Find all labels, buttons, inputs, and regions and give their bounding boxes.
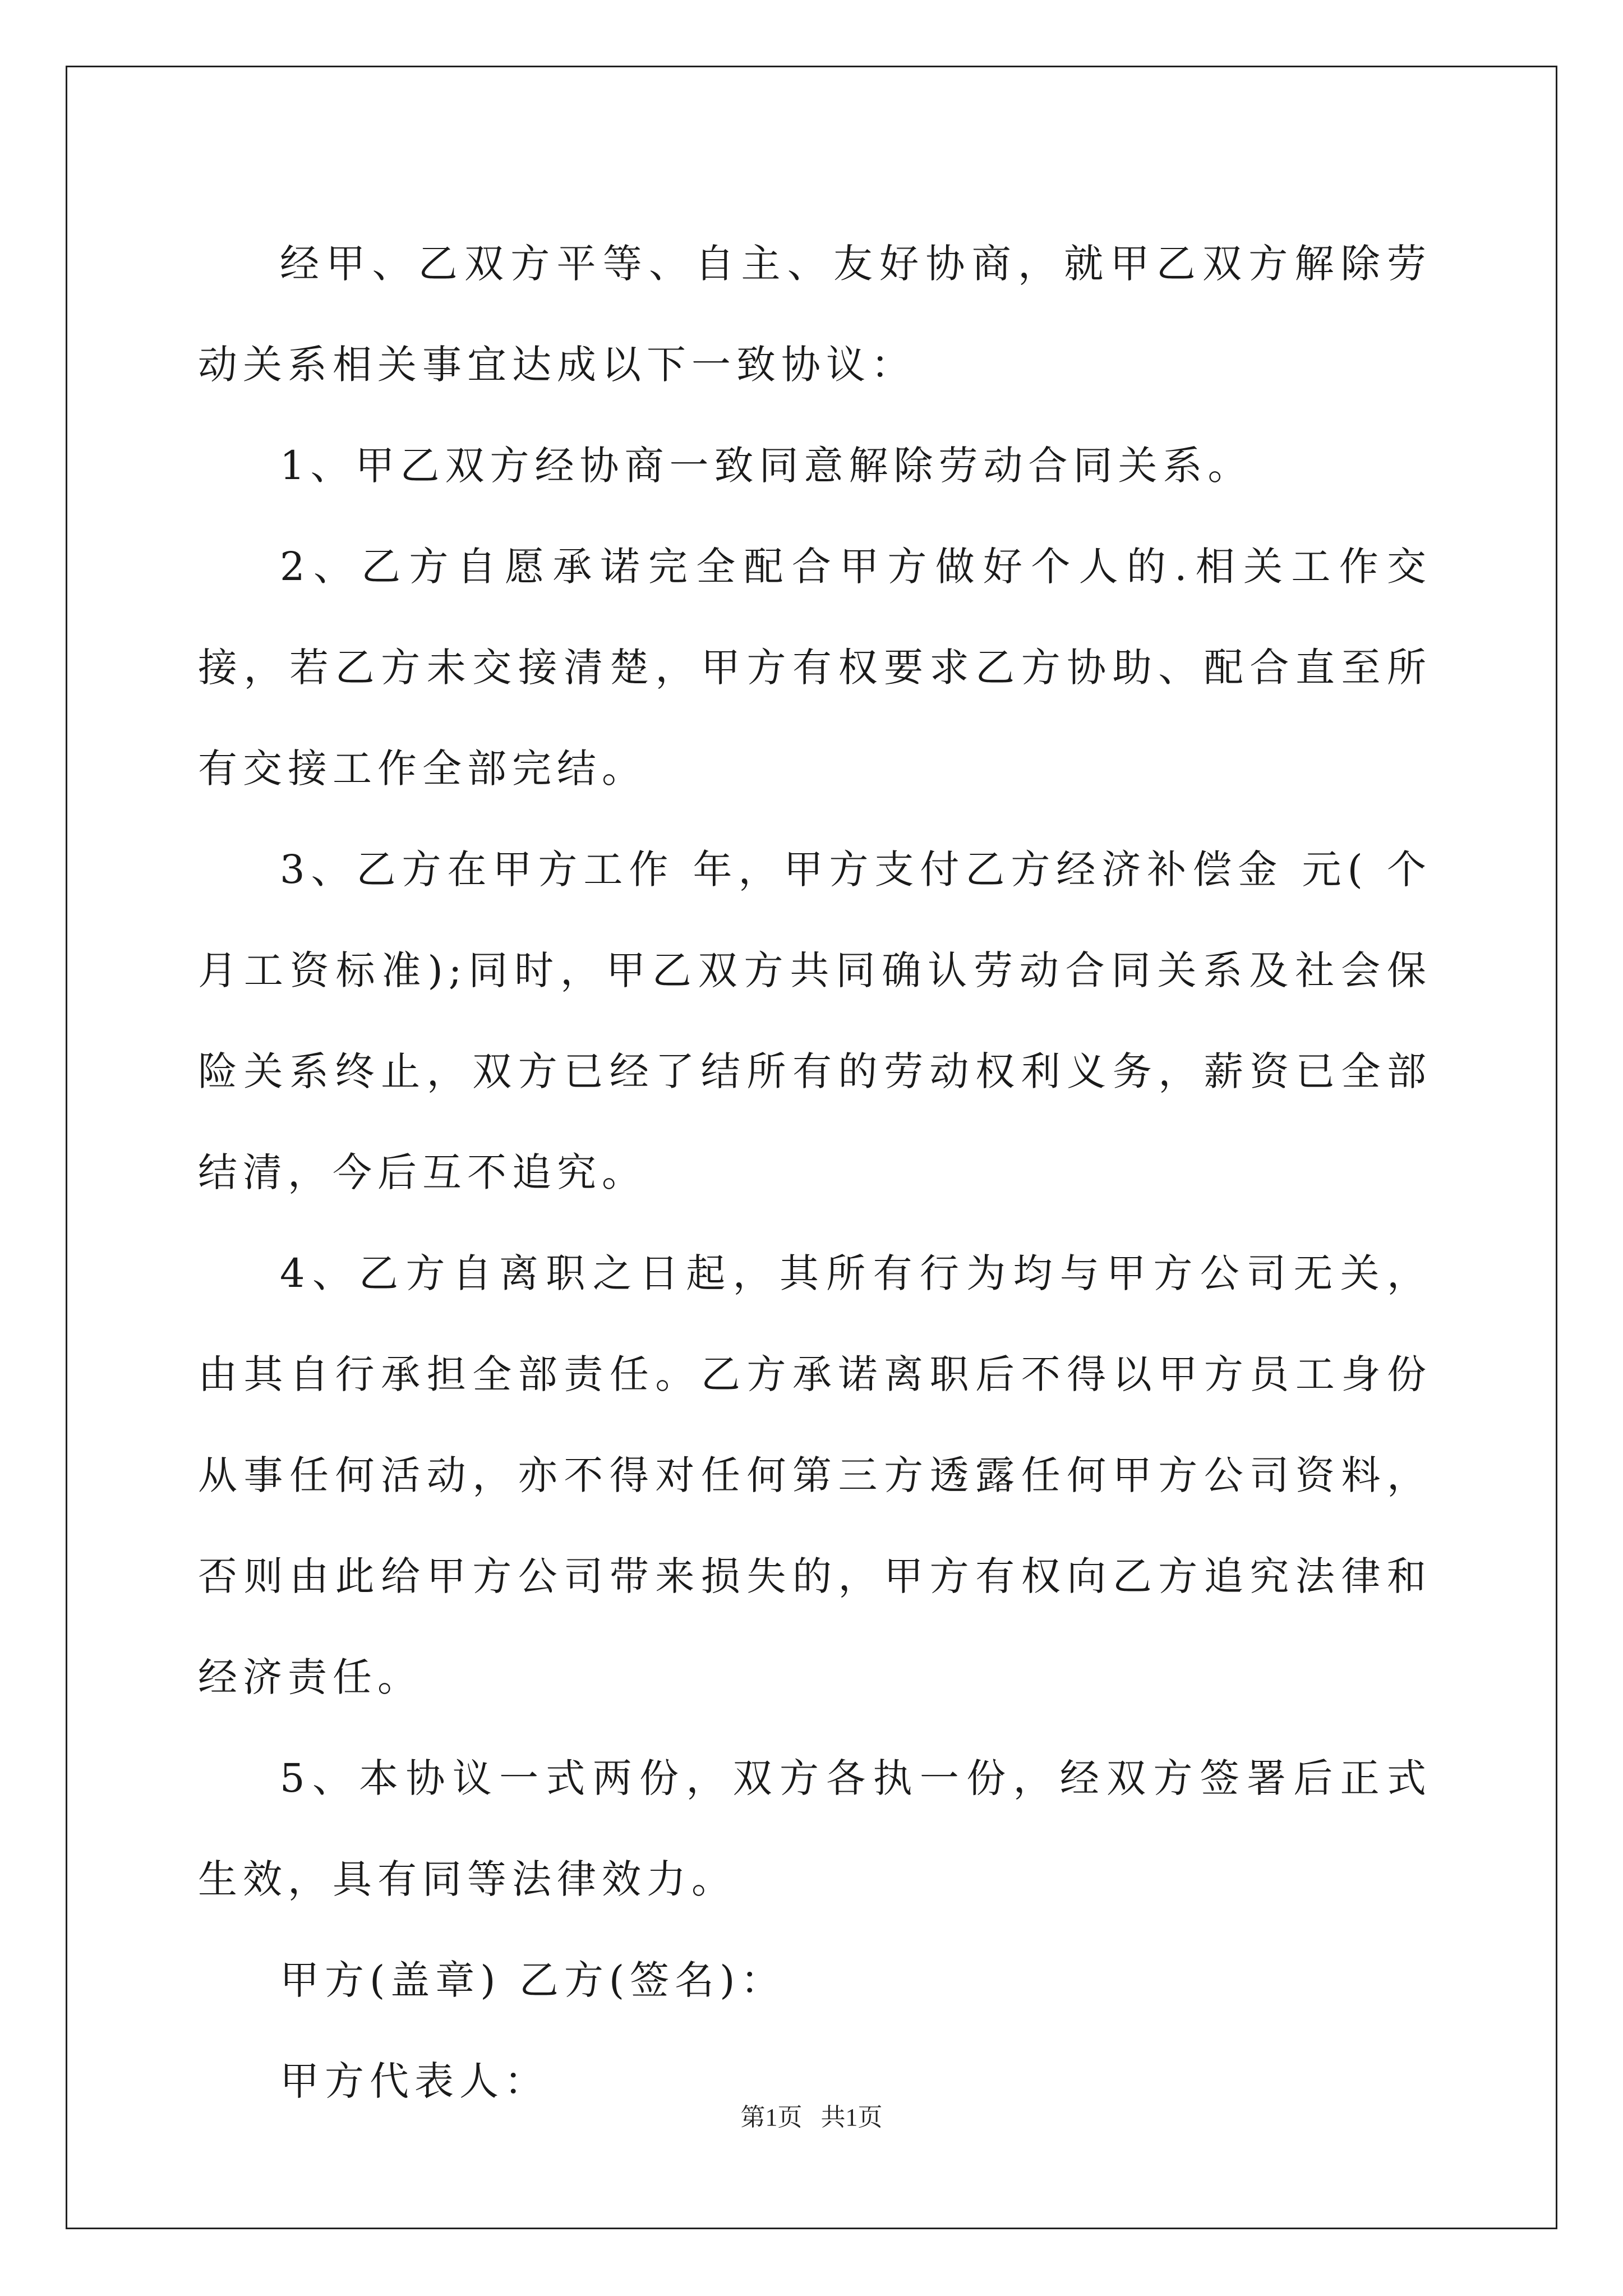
paragraph-clause-2: 2、乙方自愿承诺完全配合甲方做好个人的.相关工作交接，若乙方未交接清楚，甲方有权要求乙方协助、配合直至所有交接工作全部完结。 [198,544,1432,792]
page-number: 第1页 共1页 [740,2104,883,2131]
paragraph-clause-3: 3、乙方在甲方工作 年，甲方支付乙方经济补偿金 元( 个月工资标准);同时，甲乙双方共同确认劳动合同关系及社会保险关系终止，双方已经了结所有的劳动权利义务，薪资已全部结清，今后互不追究。 [198,846,1432,1195]
paragraph-clause-4: 4、乙方自离职之日起，其所有行为均与甲方公司无关，由其自行承担全部责任。乙方承诺离职后不得以甲方员工身份从事任何活动，亦不得对任何第三方透露任何甲方公司资料，否则由此给甲方公司带来损失的，甲方有权向乙方追究法律和经济责任。 [198,1250,1432,1700]
signature-line-representative: 甲方代表人： [280,2058,549,2104]
paragraph-intro: 经甲、乙双方平等、自主、友好协商，就甲乙双方解除劳动关系相关事宜达成以下一致协议： [198,241,1432,388]
paragraph-clause-1: 1、甲乙双方经协商一致同意解除劳动合同关系。 [280,443,1253,489]
paragraph-clause-5: 5、本协议一式两份，双方各执一份，经双方签署后正式生效，具有同等法律效力。 [198,1755,1432,1902]
document-body [198,213,1432,2132]
signature-line-parties: 甲方(盖章) 乙方(签名)： [280,1957,786,2003]
